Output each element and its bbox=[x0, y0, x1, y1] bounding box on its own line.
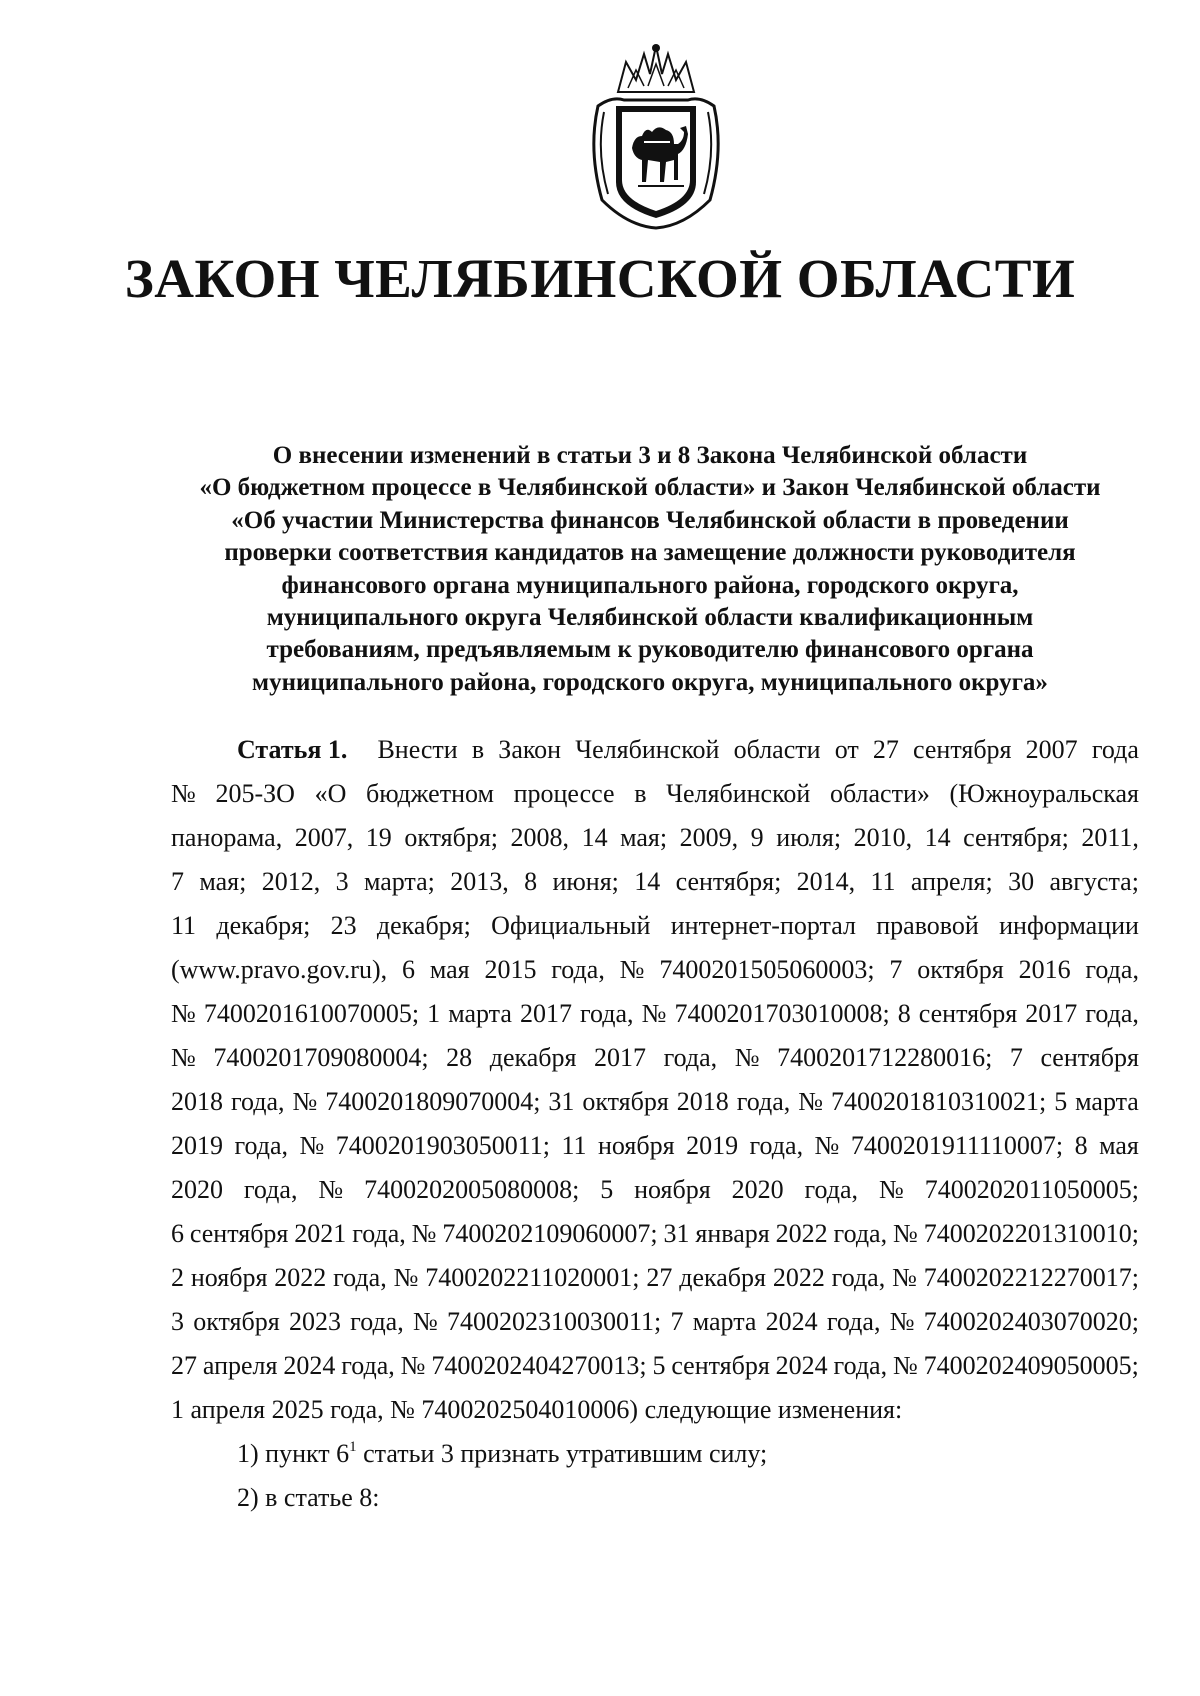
subject-line: финансового органа муниципального района, городского округа, bbox=[281, 571, 1019, 599]
body-line: 2020 года, № 7400202005080008; 5 ноября 2020 года, № 7400202011050005; bbox=[171, 1175, 1139, 1204]
body-line: Внести в Закон Челябинской области от 27 сентября 2007 года bbox=[377, 735, 1139, 764]
subject-line: «Об участии Министерства финансов Челябинской области в проведении bbox=[231, 506, 1069, 534]
body-line: (www.pravo.gov.ru), 6 мая 2015 года, № 7400201505060003; 7 октября 2016 года, bbox=[171, 955, 1139, 984]
body-line: № 7400201709080004; 28 декабря 2017 года, № 7400201712280016; 7 сентября bbox=[171, 1043, 1139, 1072]
law-title: ЗАКОН ЧЕЛЯБИНСКОЙ ОБЛАСТИ bbox=[124, 248, 1076, 309]
subject-line: муниципального района, городского округа, муниципального округа» bbox=[252, 668, 1048, 696]
subject-line: муниципального округа Челябинской области квалификационным bbox=[266, 604, 1034, 632]
article-label: Статья 1. bbox=[237, 735, 348, 764]
list-item-2: 2) в статье 8: bbox=[237, 1483, 380, 1512]
list-item-text: 1) пункт 6 bbox=[237, 1439, 350, 1468]
subject-line: О внесении изменений в статьи 3 и 8 Закона Челябинской области bbox=[272, 442, 1028, 469]
body-line: 7 мая; 2012, 3 марта; 2013, 8 июня; 14 сентября; 2014, 11 апреля; 30 августа; bbox=[171, 867, 1139, 896]
superscript: 1 bbox=[349, 1439, 357, 1455]
list-item-text: статьи 3 признать утратившим силу; bbox=[356, 1439, 768, 1468]
chelyabinsk-coat-of-arms-icon bbox=[588, 40, 724, 230]
body-line: 11 декабря; 23 декабря; Официальный интернет-портал правовой информации bbox=[171, 911, 1139, 940]
body-line: 6 сентября 2021 года, № 7400202109060007; 31 января 2022 года, № 7400202201310010; bbox=[171, 1219, 1139, 1248]
subject-line: проверки соответствия кандидатов на замещение должности руководителя bbox=[224, 539, 1076, 567]
body-line: 2019 года, № 7400201903050011; 11 ноября 2019 года, № 7400201911110007; 8 мая bbox=[171, 1131, 1139, 1160]
article-1-first-line bbox=[171, 728, 1139, 772]
body-line: панорама, 2007, 19 октября; 2008, 14 мая; 2009, 9 июля; 2010, 14 сентября; 2011, bbox=[171, 823, 1139, 852]
body-line: № 7400201610070005; 1 марта 2017 года, № 7400201703010008; 8 сентября 2017 года, bbox=[171, 999, 1139, 1028]
subject-line: требованиям, предъявляемым к руководителю финансового органа bbox=[266, 636, 1034, 664]
list-item-1 bbox=[237, 1432, 767, 1476]
subject-line: «О бюджетном процессе в Челябинской области» и Закон Челябинской области bbox=[199, 474, 1101, 502]
body-line: 3 октября 2023 года, № 7400202310030011; 7 марта 2024 года, № 7400202403070020; bbox=[171, 1307, 1139, 1336]
article-1-body bbox=[171, 728, 1139, 1432]
body-line-last: 1 апреля 2025 года, № 7400202504010006) следующие изменения: bbox=[171, 1395, 903, 1424]
body-line: 2 ноября 2022 года, № 7400202211020001; 27 декабря 2022 года, № 7400202212270017; bbox=[171, 1263, 1139, 1292]
body-line: 2018 года, № 7400201809070004; 31 октября 2018 года, № 7400201810310021; 5 марта bbox=[171, 1087, 1139, 1116]
law-subject bbox=[150, 440, 1150, 699]
body-line: 27 апреля 2024 года, № 7400202404270013; 5 сентября 2024 года, № 7400202409050005; bbox=[171, 1351, 1139, 1380]
body-line: № 205-ЗО «О бюджетном процессе в Челябинской области» (Южноуральская bbox=[171, 779, 1139, 808]
